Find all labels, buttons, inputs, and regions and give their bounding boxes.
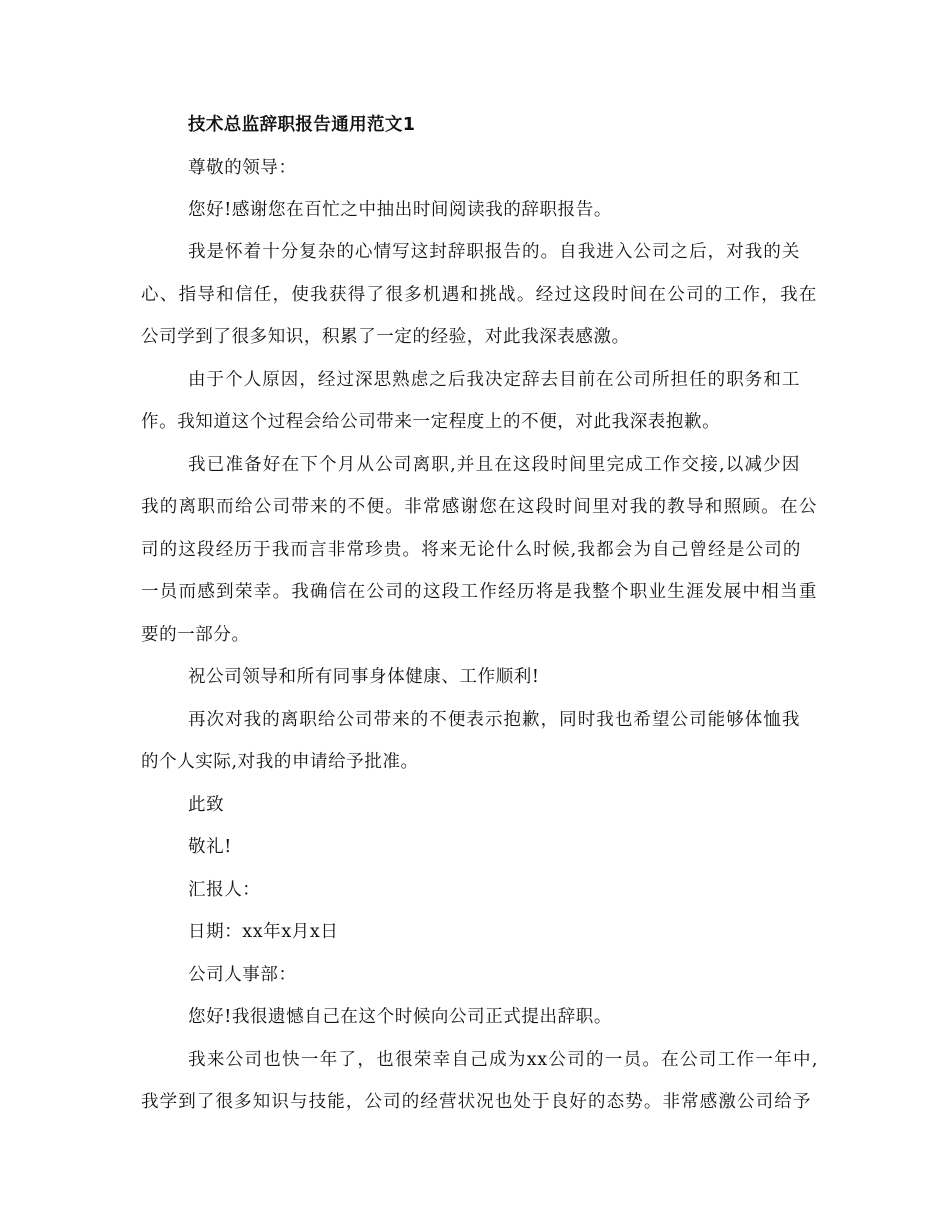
greeting-line: 您好!我很遗憾自己在这个时候向公司正式提出辞职。 [188, 1007, 612, 1027]
greeting-line: 您好!感谢您在百忙之中抽出时间阅读我的辞职报告。 [188, 200, 612, 220]
paragraph-line: 我是怀着十分复杂的心情写这封辞职报告的。自我进入公司之后，对我的关 [188, 242, 800, 262]
closing-line: 敬礼! [188, 837, 232, 857]
paragraph-line: 的个人实际,对我的申请给予批准。 [141, 752, 419, 772]
paragraph-line: 再次对我的离职给公司带来的不便表示抱歉，同时我也希望公司能够体恤我 [188, 710, 800, 730]
salutation: 公司人事部： [188, 965, 297, 985]
paragraph-line: 我已准备好在下个月从公司离职,并且在这段时间里完成工作交接,以减少因 [188, 455, 800, 475]
wishes-line: 祝公司领导和所有同事身体健康、工作顺利! [188, 667, 540, 687]
paragraph-line: 公司学到了很多知识，积累了一定的经验，对此我深表感激。 [141, 327, 630, 347]
signature-line: 汇报人： [188, 880, 261, 900]
closing-line: 此致 [188, 795, 225, 815]
paragraph-line: 我学到了很多知识与技能，公司的经营状况也处于良好的态势。非常感激公司给予 [141, 1092, 811, 1112]
date-line: 日期：xx年x月x日 [188, 922, 339, 942]
paragraph-line: 要的一部分。 [141, 625, 250, 645]
paragraph-line: 心、指导和信任，使我获得了很多机遇和挑战。经过这段时间在公司的工作，我在 [141, 285, 817, 305]
paragraph-line: 我的离职而给公司带来的不便。非常感谢您在这段时间里对我的教导和照顾。在公 [141, 497, 817, 517]
document-title: 技术总监辞职报告通用范文1 [188, 115, 416, 135]
paragraph-line: 一员而感到荣幸。我确信在公司的这段工作经历将是我整个职业生涯发展中相当重 [141, 582, 817, 602]
paragraph-line: 司的这段经历于我而言非常珍贵。将来无论什么时候,我都会为自己曾经是公司的 [141, 540, 801, 560]
paragraph-line: 我来公司也快一年了，也很荣幸自己成为xx公司的一员。在公司工作一年中, [188, 1050, 818, 1070]
paragraph-line: 作。我知道这个过程会给公司带来一定程度上的不便，对此我深表抱歉。 [141, 412, 721, 432]
salutation: 尊敬的领导： [188, 158, 297, 178]
paragraph-line: 由于个人原因，经过深思熟虑之后我决定辞去目前在公司所担任的职务和工 [188, 370, 800, 390]
